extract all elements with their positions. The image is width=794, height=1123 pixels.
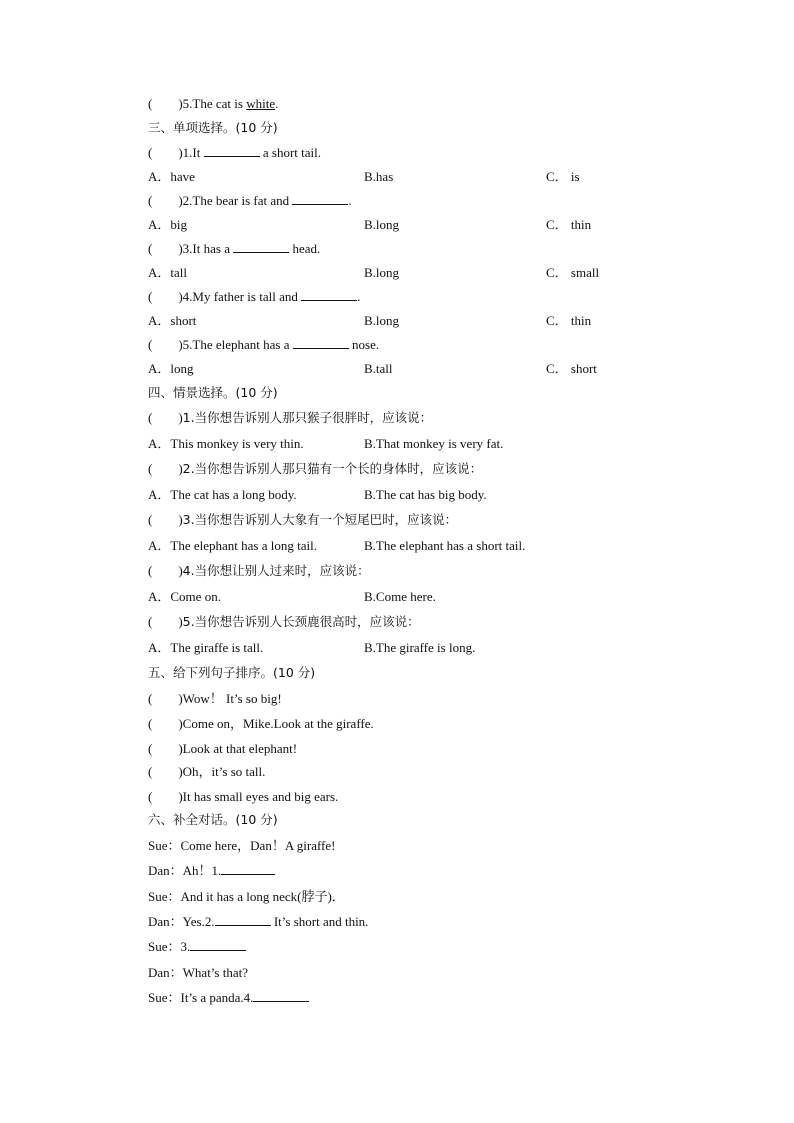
question-text-end: a short tail. [259, 145, 322, 160]
question-text: 1.It [182, 145, 204, 160]
answer-blank [190, 939, 246, 951]
option-a: A．The cat has a long body. [148, 487, 297, 502]
option-a: A．The elephant has a long tail. [148, 538, 317, 553]
answer-bracket: ( ) [148, 614, 183, 629]
question-item [148, 193, 352, 209]
option-a: A．The giraffe is tall. [148, 640, 264, 655]
answer-blank [215, 914, 271, 926]
answer-bracket: ( ) [148, 789, 183, 804]
answer-bracket: ( ) [148, 512, 183, 527]
option-row [148, 538, 628, 554]
answer-bracket: ( ) [148, 145, 183, 160]
section-heading-6: 六、补全对话。(10 分) [148, 812, 278, 827]
option-b: B.That monkey is very fat. [364, 436, 504, 451]
option-row [148, 313, 628, 329]
underlined-word: white [246, 96, 276, 111]
question-text: 1.当你想告诉别人那只猴子很胖时，应该说： [182, 410, 433, 425]
list-item [148, 764, 265, 780]
option-c: C． small [546, 265, 600, 280]
question-item [148, 337, 379, 353]
answer-bracket: ( ) [148, 193, 183, 208]
dialogue-text: Sue：And it has a long neck(脖子)． [148, 889, 345, 904]
option-a: A．have [148, 169, 195, 184]
dialogue-text-end: It’s short and thin. [270, 914, 369, 929]
question-text-end: nose. [348, 337, 380, 352]
option-c: C． short [546, 361, 597, 376]
answer-bracket: ( ) [148, 241, 183, 256]
answer-bracket: ( ) [148, 461, 183, 476]
question-text: 5.The elephant has a [182, 337, 293, 352]
question-text: 5.当你想告诉别人长颈鹿很高时，应该说： [182, 614, 420, 629]
list-item [148, 716, 374, 732]
question-item [148, 563, 370, 579]
sentence-text: Wow！ It’s so big! [182, 691, 282, 706]
question-item [148, 461, 482, 477]
question-end: . [275, 96, 279, 111]
answer-bracket: ( ) [148, 289, 183, 304]
option-a: A．long [148, 361, 194, 376]
option-a: A．big [148, 217, 188, 232]
sentence-text: Oh，it’s so tall. [182, 764, 266, 779]
sentence-text: Come on，Mike.Look at the giraffe. [182, 716, 374, 731]
section-heading-5: 五、给下列句子排序。(10 分) [148, 665, 316, 680]
option-row [148, 640, 628, 656]
section-heading-4: 四、情景选择。(10 分) [148, 385, 278, 400]
option-b: B.long [364, 313, 400, 328]
answer-bracket: ( ) [148, 764, 183, 779]
dialogue-line [148, 863, 275, 879]
question-text-end: . [348, 193, 352, 208]
option-row [148, 217, 628, 233]
option-b: B.The cat has big body. [364, 487, 487, 502]
option-row [148, 589, 628, 605]
list-item [148, 789, 338, 805]
option-b: B.long [364, 265, 400, 280]
dialogue-line [148, 990, 309, 1006]
dialogue-line [148, 939, 246, 955]
question-item [148, 410, 432, 426]
answer-blank [301, 289, 357, 301]
question-item [148, 145, 321, 161]
dialogue-text: Sue：3. [148, 939, 191, 954]
dialogue-text: Dan：Yes.2. [148, 914, 215, 929]
dialogue-text: Dan：Ah！1. [148, 863, 222, 878]
question-item [148, 289, 360, 305]
option-c: C． is [546, 169, 580, 184]
section-heading-3: 三、单项选择。(10 分) [148, 120, 278, 135]
question-text: 5.The cat is [182, 96, 247, 111]
answer-blank [293, 337, 349, 349]
option-b: B.The elephant has a short tail. [364, 538, 526, 553]
sentence-text: Look at that elephant! [182, 741, 298, 756]
question-text: 2.The bear is fat and [182, 193, 293, 208]
question-item [148, 241, 320, 257]
option-row [148, 169, 628, 185]
question-text-end: . [357, 289, 361, 304]
option-a: A．This monkey is very thin. [148, 436, 304, 451]
option-b: B.The giraffe is long. [364, 640, 476, 655]
answer-blank [233, 241, 289, 253]
question-text-end: head. [289, 241, 321, 256]
option-row [148, 487, 628, 503]
option-b: B.has [364, 169, 394, 184]
question-item [148, 614, 420, 630]
answer-blank [292, 193, 348, 205]
question-text: 3.当你想告诉别人大象有一个短尾巴时，应该说： [182, 512, 458, 527]
sentence-text: It has small eyes and big ears. [182, 789, 339, 804]
list-item [148, 741, 297, 757]
question-text: 2.当你想告诉别人那只猫有一个长的身体时，应该说： [182, 461, 483, 476]
option-c: C． thin [546, 313, 592, 328]
option-row [148, 436, 628, 452]
option-b: B.tall [364, 361, 393, 376]
option-row [148, 265, 628, 281]
dialogue-line [148, 965, 248, 981]
dialogue-text: Sue：Come here，Dan！A giraffe! [148, 838, 336, 853]
answer-blank [253, 990, 309, 1002]
answer-bracket: ( ) [148, 96, 183, 111]
dialogue-line [148, 889, 345, 905]
dialogue-text: Sue：It’s a panda.4. [148, 990, 254, 1005]
option-a: A．tall [148, 265, 187, 280]
question-item [148, 96, 278, 112]
option-b: B.Come here. [364, 589, 436, 604]
question-text: 4.当你想让别人过来时，应该说： [182, 563, 370, 578]
question-item [148, 512, 457, 528]
option-row [148, 361, 628, 377]
dialogue-text: Dan：What’s that? [148, 965, 248, 980]
dialogue-line [148, 914, 368, 930]
option-b: B.long [364, 217, 400, 232]
answer-bracket: ( ) [148, 691, 183, 706]
dialogue-line [148, 838, 336, 854]
question-text: 4.My father is tall and [182, 289, 302, 304]
answer-bracket: ( ) [148, 410, 183, 425]
answer-blank [204, 145, 260, 157]
option-a: A．Come on. [148, 589, 221, 604]
list-item [148, 691, 282, 707]
answer-bracket: ( ) [148, 716, 183, 731]
option-c: C． thin [546, 217, 592, 232]
answer-bracket: ( ) [148, 563, 183, 578]
option-a: A．short [148, 313, 197, 328]
answer-blank [221, 863, 275, 875]
answer-bracket: ( ) [148, 337, 183, 352]
answer-bracket: ( ) [148, 741, 183, 756]
question-text: 3.It has a [182, 241, 234, 256]
